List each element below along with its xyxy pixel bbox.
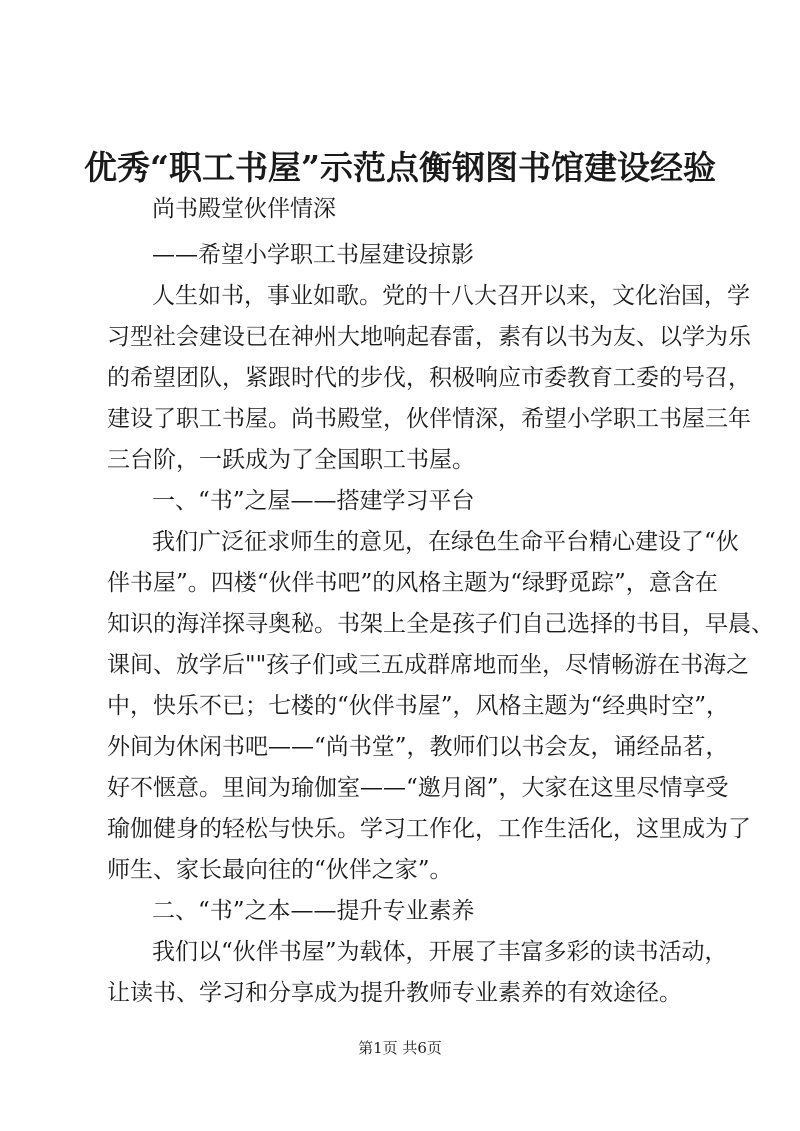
paragraph-line: 我们广泛征求师生的意见，在绿色生命平台精心建设了“伙 xyxy=(152,529,739,555)
paragraph-line: 习型社会建设已在神州大地响起春雷，素有以书为友、以学为乐 xyxy=(107,324,751,350)
subtitle: 尚书殿堂伙伴情深 xyxy=(152,196,336,222)
paragraph-line: 让读书、学习和分享成为提升教师专业素养的有效途径。 xyxy=(107,980,682,1006)
paragraph-line: 中，快乐不已；七楼的“伙伴书屋”，风格主题为“经典时空”， xyxy=(107,693,730,719)
paragraph-line: 瑜伽健身的轻松与快乐。学习工作化，工作生活化，这里成为了 xyxy=(107,816,751,842)
document-title: 优秀“职工书屋”示范点衡钢图书馆建设经验 xyxy=(84,148,716,187)
paragraph-line: 课间、放学后""孩子们或三五成群席地而坐，尽情畅游在书海之 xyxy=(107,652,750,678)
paragraph-line: 我们以“伙伴书屋”为载体，开展了丰富多彩的读书活动， xyxy=(152,939,728,965)
paragraph-line: 外间为休闲书吧——“尚书堂”，教师们以书会友，诵经品茗， xyxy=(107,734,729,760)
section-heading: 二、“书”之本——提升专业素养 xyxy=(152,898,475,924)
paragraph-line: 知识的海洋探寻奥秘。书架上全是孩子们自己选择的书目，早晨、 xyxy=(107,611,774,637)
paragraph-line: 师生、家长最向往的“伙伴之家”。 xyxy=(107,857,453,883)
paragraph-line: 伴书屋”。四楼“伙伴书吧”的风格主题为“绿野觅踪”，意含在 xyxy=(107,570,718,596)
paragraph-line: 的希望团队，紧跟时代的步伐，积极响应市委教育工委的号召， xyxy=(107,365,751,391)
paragraph-line: 建设了职工书屋。尚书殿堂，伙伴情深，希望小学职工书屋三年 xyxy=(107,406,751,432)
section-heading: 一、“书”之屋——搭建学习平台 xyxy=(152,488,475,514)
page-footer: 第1页 共6页 xyxy=(358,1039,442,1057)
paragraph-line: 三台阶，一跃成为了全国职工书屋。 xyxy=(107,447,475,473)
paragraph-line: 人生如书，事业如歌。党的十八大召开以来，文化治国，学 xyxy=(152,283,750,309)
subtitle-2: ——希望小学职工书屋建设掠影 xyxy=(152,242,474,268)
paragraph-line: 好不惬意。里间为瑜伽室——“邀月阁”，大家在这里尽情享受 xyxy=(107,775,729,801)
